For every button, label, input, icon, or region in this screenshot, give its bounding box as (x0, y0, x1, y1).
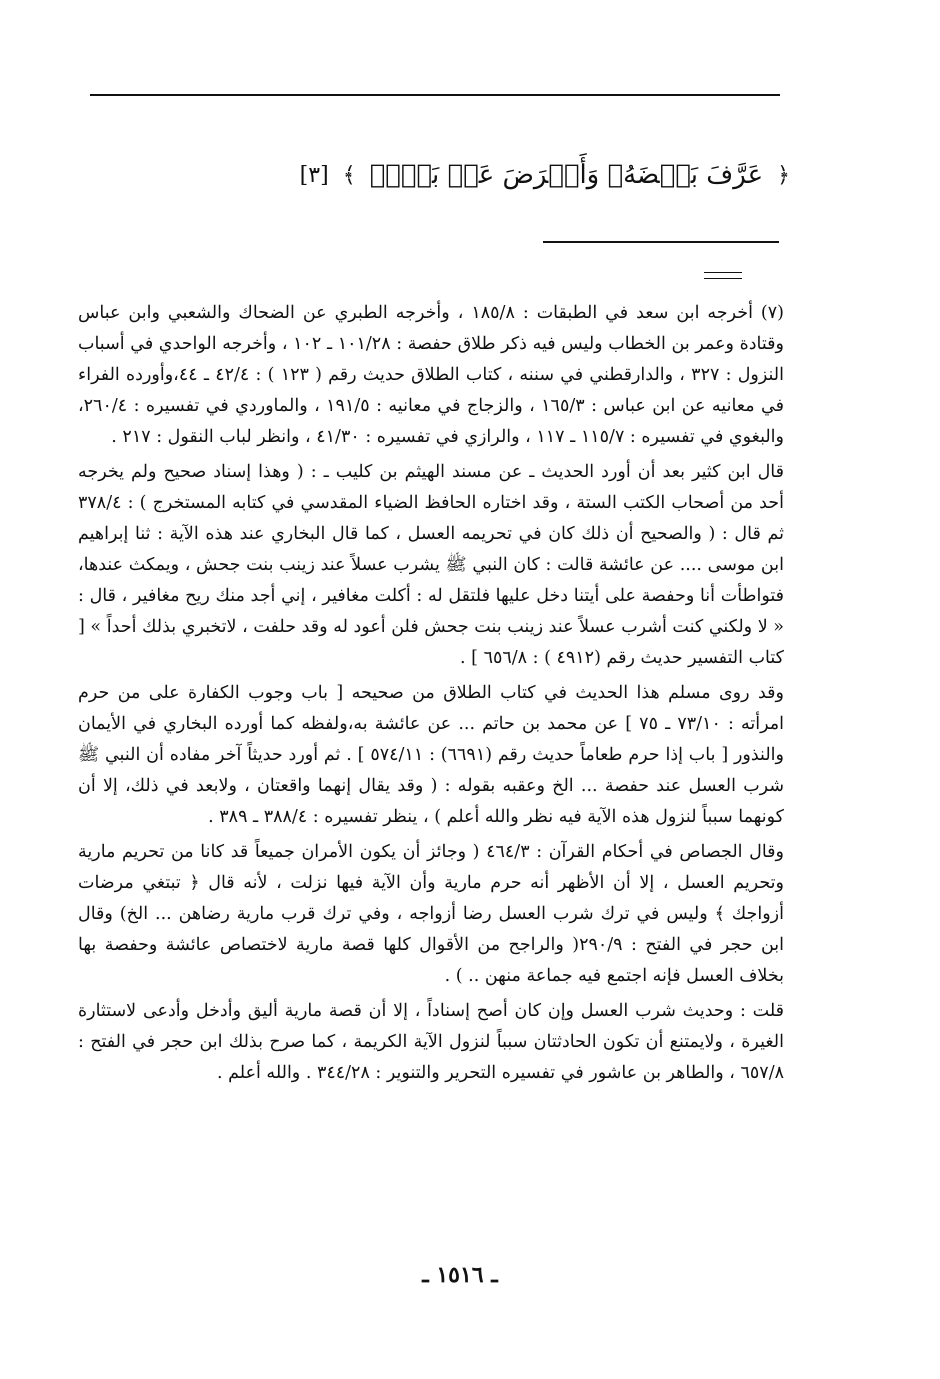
verse-text: عَرَّفَ بَعۡضَهُۥ وَأَعۡرَضَ عَنۢ بَعۡضٖ (369, 160, 764, 190)
footnote-separator (704, 272, 742, 279)
footnote-paragraph: وقد روى مسلم هذا الحديث في كتاب الطلاق من صحيحه [ باب وجوب الكفارة على من حرم امرأته : ٧٣/١٠ ـ ٧٥ ] عن محمد بن حاتم ... عن عائشة به،ولفظه كما أورده البخاري في الأيمان والنذور [ باب إذا حرم طعاماً حديث رقم (٦٦٩١) : ٥٧٤/١١ ] . ثم أورد حديثاً آخر مفاده أن النبي ﷺ شرب العسل عند حفصة ... الخ وعقبه بقوله : ( وقد يقال إنهما واقعتان ، ولابعد في ذلك، إلا أن كونهما سبباً لنزول هذه الآية فيه نظر والله أعلم ) ، ينظر تفسيره : ٣٨٨/٤ ـ ٣٨٩ . (78, 683, 784, 827)
page-number: ـ ١٥١٦ ـ (422, 1262, 498, 1288)
verse-open-bracket: ﴿ (777, 162, 790, 188)
footnote-paragraph: (٧) أخرجه ابن سعد في الطبقات : ١٨٥/٨ ، وأخرجه الطبري عن الضحاك والشعبي وابن عباس وقتادة وعمر بن الخطاب وليس فيه ذكر طلاق حفصة : ١٠١/٢٨ ـ ١٠٢ ، وأخرجه الواحدي في أسباب النزول : ٣٢٧ ، والدارقطني في سننه ، كتاب الطلاق حديث رقم ( ١٢٣ ) : ٤٢/٤ ـ ٤٤،وأورده الفراء في معانيه عن ابن عباس : ١٦٥/٣ ، والزجاج في معانيه : ١٩١/٥ ، والماوردي في تفسيره : ٢٦٠/٤، والبغوي في تفسيره : ١١٥/٧ ـ ١١٧ ، والرازي في تفسيره : ٤١/٣٠ ، وانظر لباب النقول : ٢١٧ . (78, 303, 784, 447)
verse-underline (543, 241, 779, 243)
verse-number: [٣] (299, 162, 329, 188)
footnote-paragraph: قلت : وحديث شرب العسل وإن كان أصح إسناداً ، إلا أن قصة مارية أليق وأدخل وأدعى لاستثارة الغيرة ، ولايمتنع أن تكون الحادثتان سبباً لنزول الآية الكريمة ، كما صرح بذلك ابن حجر في الفتح : ٦٥٧/٨ ، والطاهر بن عاشور في تفسيره التحرير والتنوير : ٣٤٤/٢٨ . والله أعلم . (78, 1001, 784, 1083)
top-rule (90, 94, 780, 96)
footnote-paragraph: قال ابن كثير بعد أن أورد الحديث ـ عن مسند الهيثم بن كليب ـ : ( وهذا إسناد صحيح ولم يخرجه أحد من أصحاب الكتب الستة ، وقد اختاره الحافظ الضياء المقدسي في كتابه المستخرج ) : ٣٧٨/٤ ثم قال : ( والصحيح أن ذلك كان في تحريمه العسل ، كما قال البخاري عند هذه الآية : ثنا إبراهيم ابن موسى .... عن عائشة قالت : كان النبي ﷺ يشرب عسلاً عند زينب بنت جحش ، ويمكث عندها، فتواطأت أنا وحفصة على أيتنا دخل عليها فلتقل له : أكلت مغافير ، إني أجد منك ريح مغافير ، قال : « لا ولكني كنت أشرب عسلاً عند زينب بنت جحش فلن أعود له وقد حلفت ، لاتخبري بذلك أحداً » [ كتاب التفسير حديث رقم (٤٩١٢ ) : ٦٥٦/٨ ] . (78, 462, 784, 668)
footnote-paragraph: وقال الجصاص في أحكام القرآن : ٤٦٤/٣ ( وجائز أن يكون الأمران جميعاً قد كانا من تحريم مارية وتحريم العسل ، إلا أن الأظهر أنه حرم مارية وأن الآية فيها نزلت ، لأنه قال ﴿ تبتغي مرضات أزواجك ﴾ وليس في ترك شرب العسل رضا أزواجه ، وفي ترك قرب مارية رضاهن ... الخ) وقال ابن حجر في الفتح : ٢٩٠/٩( والراجح من الأقوال كلها قصة مارية لاختصاص عائشة وحفصة بها بخلاف العسل فإنه اجتمع فيه جماعة منهن .. ) . (78, 842, 784, 986)
footnotes (78, 298, 784, 1093)
verse-close-bracket: ﴾ (342, 162, 356, 188)
quran-verse (299, 150, 790, 200)
